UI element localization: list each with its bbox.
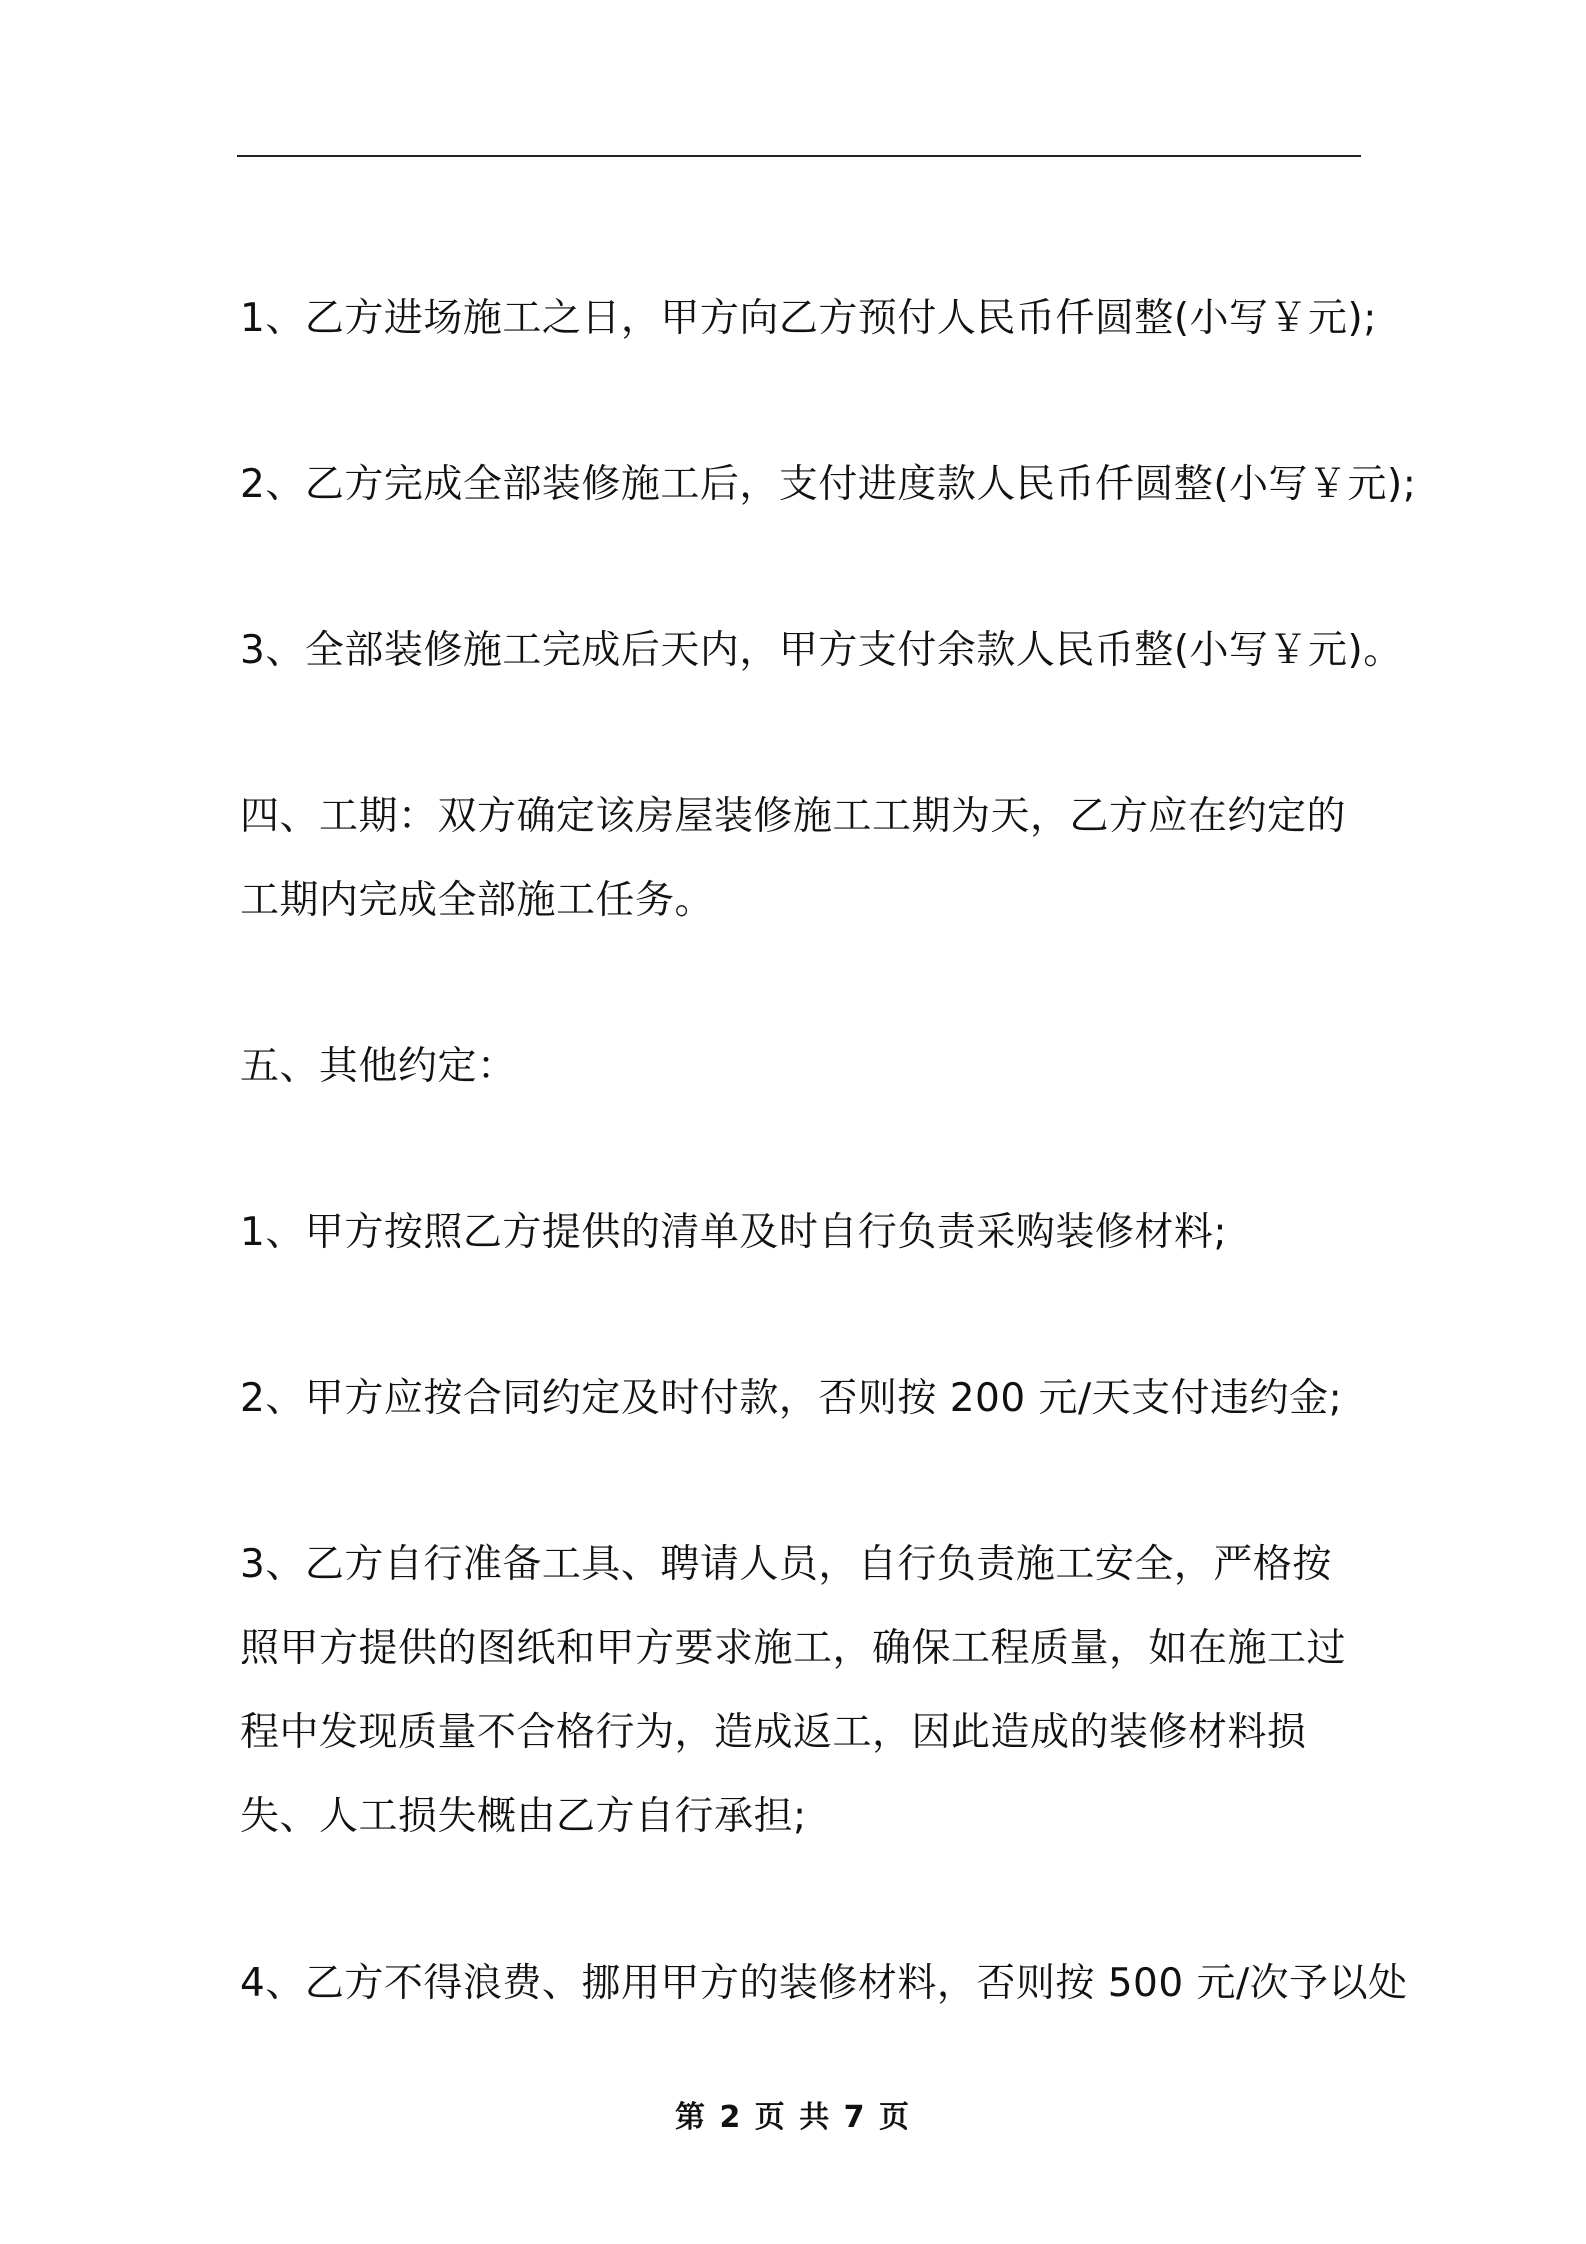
payment-clause-3: 3、全部装修施工完成后天内，甲方支付余款人民币整(小写￥元)。 [240,628,1403,673]
other-clause-2: 2、甲方应按合同约定及时付款，否则按 200 元/天支付违约金; [240,1376,1343,1421]
header-rule [237,155,1361,157]
page-number: 第 2 页 共 7 页 [675,2100,911,2135]
section-5-heading: 五、其他约定： [240,1044,517,1089]
other-clause-1: 1、甲方按照乙方提供的清单及时自行负责采购装修材料; [240,1210,1227,1255]
section-4-schedule: 四、工期：双方确定该房屋装修施工工期为天，乙方应在约定的工期内完成全部施工任务。 [240,794,1347,923]
payment-clause-2: 2、乙方完成全部装修施工后，支付进度款人民币仟圆整(小写￥元); [240,462,1417,507]
other-clause-3: 3、乙方自行准备工具、聘请人员，自行负责施工安全，严格按照甲方提供的图纸和甲方要求施工，确保工程质量，如在施工过程中发现质量不合格行为，造成返工，因此造成的装修材料损失、人工损失概由乙方自行承担; [240,1542,1347,1839]
other-clause-4: 4、乙方不得浪费、挪用甲方的装修材料，否则按 500 元/次予以处 [240,1961,1408,2006]
payment-clause-1: 1、乙方进场施工之日，甲方向乙方预付人民币仟圆整(小写￥元); [240,296,1377,341]
